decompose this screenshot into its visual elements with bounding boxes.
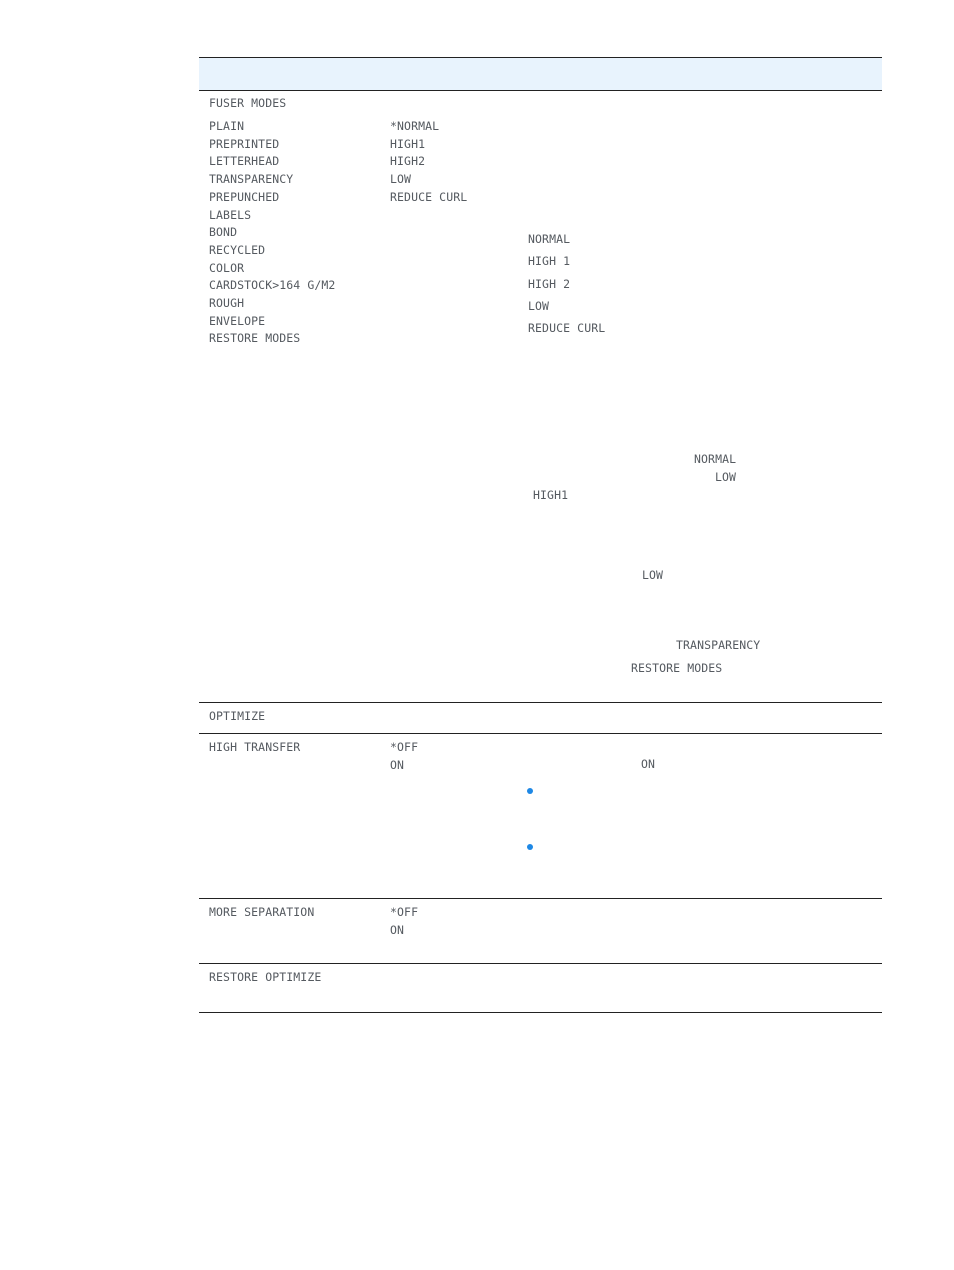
paper-type-item: RECYCLED <box>209 242 266 257</box>
optimize-title: OPTIMIZE <box>209 709 266 723</box>
inline-low: LOW <box>642 568 664 582</box>
restore-optimize-label: RESTORE OPTIMIZE <box>209 970 322 984</box>
paper-type-list <box>209 118 335 348</box>
section-divider <box>199 963 882 964</box>
mode-description-item: HIGH 1 <box>528 254 571 269</box>
paper-type-item: COLOR <box>209 260 245 275</box>
fuser-modes-title: FUSER MODES <box>209 96 287 110</box>
inline-restore-modes: RESTORE MODES <box>631 661 723 675</box>
section-divider <box>199 898 882 899</box>
paper-type-item: ENVELOPE <box>209 313 266 328</box>
section-divider <box>199 733 882 734</box>
mode-description-item: HIGH 2 <box>528 276 571 291</box>
mode-description-item: LOW <box>528 298 550 313</box>
paper-type-item: TRANSPARENCY <box>209 172 294 187</box>
mode-description-item: NORMAL <box>528 232 571 246</box>
inline-on: ON <box>641 757 656 771</box>
paper-type-item: PREPUNCHED <box>209 189 280 204</box>
inline-normal: NORMAL <box>694 452 737 466</box>
table-bottom-rule <box>199 1012 882 1013</box>
high-transfer-value: ON <box>390 757 405 772</box>
paper-type-item: BOND <box>209 225 238 240</box>
high-transfer-value: *OFF <box>390 740 419 754</box>
paper-type-item: PREPRINTED <box>209 136 280 151</box>
fuser-value-item: HIGH2 <box>390 154 426 169</box>
table-header-row <box>199 58 882 90</box>
more-separation-value: *OFF <box>390 905 419 919</box>
mode-description-item: REDUCE CURL <box>528 321 606 336</box>
mode-description-list <box>528 228 605 339</box>
inline-low: LOW <box>715 470 737 484</box>
section-divider <box>199 702 882 703</box>
fuser-value-item: LOW <box>390 172 412 187</box>
high-transfer-label: HIGH TRANSFER <box>209 740 301 754</box>
fuser-value-item: REDUCE CURL <box>390 189 468 204</box>
paper-type-item: PLAIN <box>209 119 245 133</box>
bullet-icon <box>527 788 533 794</box>
more-separation-value: ON <box>390 922 405 937</box>
paper-type-item: LETTERHEAD <box>209 154 280 169</box>
more-separation-label: MORE SEPARATION <box>209 905 315 919</box>
fuser-value-item: *NORMAL <box>390 119 440 133</box>
inline-transparency: TRANSPARENCY <box>676 638 761 652</box>
paper-type-item: ROUGH <box>209 296 245 311</box>
bullet-icon <box>527 844 533 850</box>
paper-type-item: CARDSTOCK>164 G/M2 <box>209 278 336 293</box>
more-separation-values <box>390 904 418 939</box>
high-transfer-values <box>390 739 418 774</box>
inline-high1: HIGH1 <box>533 488 569 502</box>
paper-type-item: RESTORE MODES <box>209 331 301 346</box>
paper-type-item: LABELS <box>209 207 252 222</box>
fuser-value-list <box>390 118 467 207</box>
fuser-value-item: HIGH1 <box>390 136 426 151</box>
table-header-rule <box>199 90 882 91</box>
